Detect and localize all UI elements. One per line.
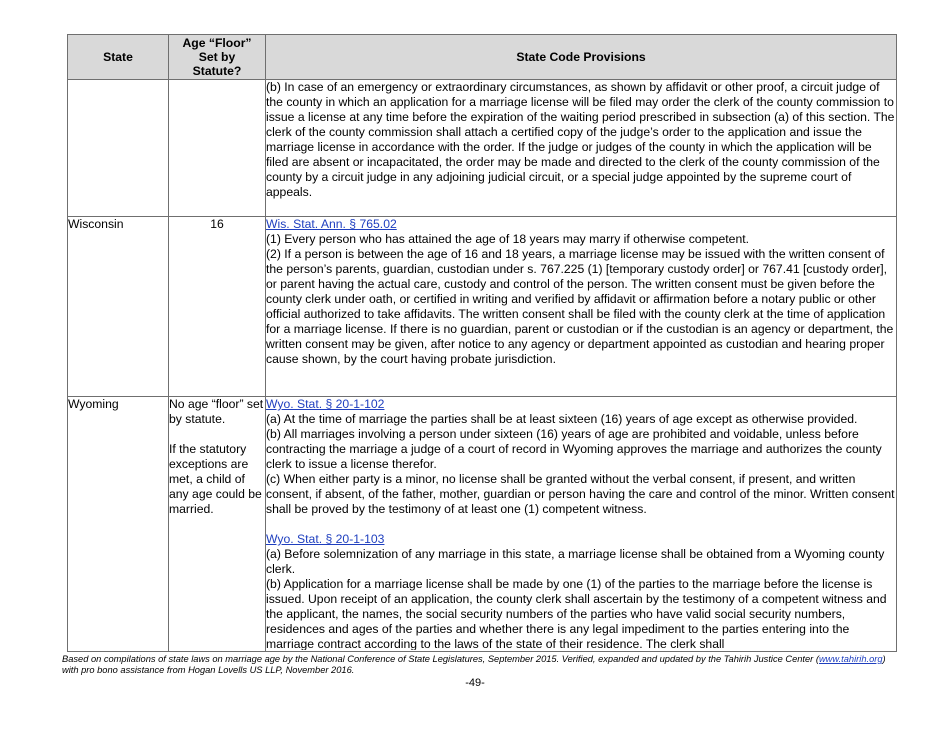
provision-paragraph: (a) At the time of marriage the parties shall be at least sixteen (16) years of age except as otherwise provided. (266, 412, 858, 426)
header-age-line: Age “Floor” (182, 36, 252, 50)
age-cell: 16 (169, 217, 266, 397)
state-code-table (67, 34, 897, 652)
header-state: State (68, 35, 169, 80)
statute-citation-link[interactable]: Wis. Stat. Ann. § 765.02 (266, 217, 397, 231)
header-age-floor (169, 35, 266, 80)
header-provisions: State Code Provisions (266, 35, 897, 80)
footnote-text: Based on compilations of state laws on marriage age by the National Conference of State Legislatures, September 2015. Verified, expanded and updated by the Tahirih Justice Center ( (62, 654, 819, 664)
table-row (68, 217, 897, 397)
state-cell: Wisconsin (68, 217, 169, 397)
provision-paragraph: (c) When either party is a minor, no license shall be granted without the verbal consent, if present, and written consent, if absent, of the father, mother, guardian or person having the care and control of the minor. Written consent shall be proved by the testimony of at least one (1) competent witness. (266, 472, 895, 516)
age-cell (169, 80, 266, 217)
provision-paragraph: (b) All marriages involving a person under sixteen (16) years of age are prohibited and voidable, unless before contracting the marriage a judge of a court of record in Wyoming approves the marriage and authorizes the county clerk to issue a license therefor. (266, 427, 882, 471)
age-note: If the statutory exceptions are met, a child of any age could be married. (169, 442, 262, 516)
footnote-text: ) with pro bono assistance from Hogan Lovells US LLP, November 2016. (62, 654, 886, 675)
age-cell (169, 397, 266, 652)
state-cell: Wyoming (68, 397, 169, 652)
provisions-cell (266, 80, 897, 217)
provision-paragraph: (2) If a person is between the age of 16 and 18 years, a marriage license may be issued with the written consent of the person’s parents, guardian, custodian under s. 767.225 (1) [temporary custody order] or 767.41 [custody order], or parent having the actual care, custody and control of the person. The written consent must be given before the county clerk under oath, or certified in writing and verified by affidavit or affirmation before a notary public or other official authorized to take affidavits. The written consent shall be filed with the county clerk at the time of application for a marriage license. If there is no guardian, parent or custodian or if the custodian is an agency or department, the written consent may be given, after notice to any agency or department appointed as custodian and hearing proper cause shown, by the court having probate jurisdiction. (266, 247, 894, 366)
provisions-cell (266, 397, 897, 652)
header-age-line: Statute? (192, 64, 242, 78)
provision-paragraph: (b) In case of an emergency or extraordinary circumstances, as shown by affidavit or other proof, a circuit judge of the county in which an application for a marriage license will be filed may order the clerk of the county commission to issue a license at any time before the expiration of the waiting period prescribed in subsection (a) of this section. The clerk of the county commission shall attach a certified copy of the judge’s order to the application and issue the marriage license in accordance with the order. If the judge or judges of the county in which the application will be filed are absent or incapacitated, the order may be made and directed to the clerk of the county commission of the county by a circuit judge in any adjoining judicial circuit, or a special judge appointed by the supreme court of appeals. (266, 80, 895, 199)
provision-paragraph: (1) Every person who has attained the age of 18 years may marry if otherwise competent. (266, 232, 749, 246)
table-row (68, 397, 897, 652)
provision-paragraph: (b) Application for a marriage license shall be made by one (1) of the parties to the marriage before the license is issued. Upon receipt of an application, the county clerk shall ascertain by the testimony of a competent witness and the applicant, the names, the social security numbers of the parties who have valid social security numbers, residences and ages of the parties and whether there is any legal impediment to the parties entering into the marriage contract according to the laws of the state of their residence. The clerk shall (266, 577, 887, 650)
state-cell (68, 80, 169, 217)
provision-paragraph: (a) Before solemnization of any marriage in this state, a marriage license shall be obtained from a Wyoming county clerk. (266, 547, 885, 576)
provisions-cell (266, 217, 897, 397)
table-row (68, 80, 897, 217)
header-age-line: Set by (198, 50, 236, 64)
statute-citation-link[interactable]: Wyo. Stat. § 20-1-102 (266, 397, 385, 411)
table-header-row (68, 35, 897, 80)
age-note: No age “floor” set by statute. (169, 397, 264, 426)
statute-citation-link[interactable]: Wyo. Stat. § 20-1-103 (266, 532, 385, 546)
tahirih-website-link[interactable]: www.tahirih.org (818, 654, 883, 664)
source-footnote (62, 654, 892, 676)
page-number: -49- (465, 677, 485, 689)
